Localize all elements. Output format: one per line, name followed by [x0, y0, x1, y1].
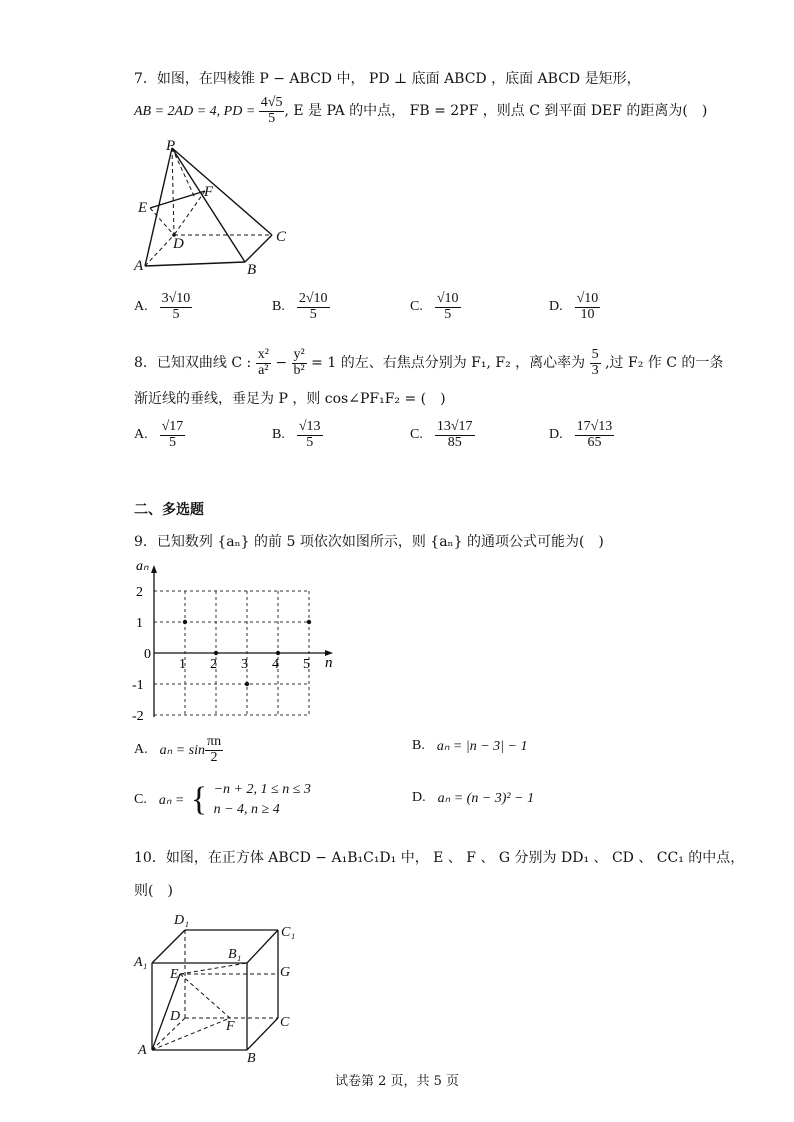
q9-option-d[interactable] — [412, 790, 534, 807]
q8-stem-mid: = 1 的左、右焦点分别为 F₁, F₂ ，离心率为 — [306, 355, 590, 372]
q9-option-c[interactable] — [134, 780, 311, 820]
q9-option-b-text: aₙ = |n − 3| − 1 — [436, 739, 528, 754]
q10-cube-figure — [130, 908, 300, 1064]
label-b: B — [247, 1051, 256, 1064]
q7-option-b-num: 2√10 — [298, 291, 328, 306]
q9-y-arrow — [151, 565, 157, 573]
q7-pd-fraction — [259, 96, 285, 126]
q8-option-c-den: 85 — [447, 434, 462, 450]
q9-point-5 — [307, 620, 311, 624]
q9-option-b-label: B. — [412, 738, 425, 753]
q7-option-b-label: B. — [272, 299, 285, 315]
q8-e-den: 3 — [591, 362, 599, 378]
q8-y-den: b² — [293, 362, 305, 378]
edge-fd — [174, 191, 205, 235]
q8-option-c-num: 13√17 — [436, 419, 473, 434]
q9-point-2 — [214, 651, 218, 655]
label-d: D — [173, 236, 184, 252]
q9-x-tick-4: 4 — [272, 657, 279, 672]
q9-y-tick-2: 2 — [136, 585, 143, 600]
q8-e-num: 5 — [591, 347, 599, 362]
q7-option-a-num: 3√10 — [161, 291, 191, 306]
q8-option-c-label: C. — [410, 427, 423, 443]
q7-stem-rest: , E 是 PA 的中点， FB = 2PF ，则点 C 到平面 DEF 的距离为( ) — [284, 103, 708, 120]
page-footer: 试卷第 2 页，共 5 页 — [334, 1074, 460, 1089]
q7-option-c[interactable] — [410, 292, 461, 322]
q9-option-d-label: D. — [412, 790, 426, 805]
q9-option-a-text: aₙ = sin — [159, 743, 205, 759]
q7-option-a[interactable] — [134, 292, 192, 322]
q9-x-tick-5: 5 — [303, 657, 310, 672]
q7-option-d[interactable] — [549, 292, 600, 322]
q9-option-c-label: C. — [134, 792, 147, 807]
label-a: A — [134, 258, 144, 274]
label-c: C — [280, 1015, 290, 1030]
q7-option-d-den: 10 — [580, 306, 595, 322]
q8-option-a-den: 5 — [168, 434, 176, 450]
q9-option-a-num: πn — [207, 734, 222, 749]
q9-y-tick-0: 0 — [144, 647, 151, 662]
q9-option-c-cases — [214, 780, 311, 820]
label-f: F — [204, 184, 214, 200]
q9-x-axis-label: n — [325, 655, 333, 671]
q9-y-tick-1: 1 — [136, 616, 143, 631]
label-d1: D₁ — [174, 913, 189, 928]
q7-option-b[interactable] — [272, 292, 330, 322]
q9-stem: 9．已知数列 {aₙ} 的前 5 项依次如图所示，则 {aₙ} 的通项公式可能为( ) — [134, 534, 604, 550]
edge-aux — [172, 148, 195, 198]
label-d: D — [170, 1009, 181, 1024]
q8-stem-end: ,过 F₂ 作 C 的一条 — [600, 355, 724, 372]
label-a: A — [138, 1043, 147, 1058]
q8-option-b-num: √13 — [298, 419, 321, 434]
q9-option-b[interactable] — [412, 738, 527, 755]
q9-axes — [151, 565, 333, 717]
q8-stem-line2: 渐近线的垂线，垂足为 P ，则 cos∠PF₁F₂ = ( ) — [134, 391, 446, 407]
q9-option-d-text: aₙ = (n − 3)² − 1 — [437, 791, 535, 806]
q9-x-tick-2: 2 — [210, 657, 217, 672]
label-a1: A₁ — [134, 955, 148, 970]
label-e: E — [170, 967, 179, 982]
q7-option-c-label: C. — [410, 299, 423, 315]
q8-option-b[interactable] — [272, 420, 323, 450]
q7-option-d-label: D. — [549, 299, 563, 315]
q10-stem-line1: 10．如图，在正方体 ABCD − A₁B₁C₁D₁ 中， E 、 F 、 G 分别为 DD₁ 、 CD 、 CC₁ 的中点， — [134, 850, 745, 866]
q9-point-3 — [245, 682, 249, 686]
edge-bc — [247, 1018, 278, 1050]
section-heading-multi-choice: 二、多选题 — [134, 502, 204, 518]
q9-point-1 — [183, 620, 187, 624]
q8-y-num: y² — [293, 347, 305, 362]
q9-option-c-text: aₙ = — [158, 793, 185, 808]
q8-x-den: a² — [258, 362, 269, 378]
edge-a1d1 — [152, 930, 185, 963]
q9-option-a-label: A. — [134, 742, 148, 758]
q9-y-tick-neg2: -2 — [132, 709, 144, 724]
q8-option-d-num: 17√13 — [576, 419, 613, 434]
label-b1: B₁ — [228, 947, 242, 962]
q8-x-num: x² — [257, 347, 269, 362]
q7-option-a-label: A. — [134, 299, 148, 315]
label-c: C — [276, 229, 287, 245]
q10-stem-line2: 则( ) — [134, 883, 173, 899]
q8-option-b-label: B. — [272, 427, 285, 443]
label-p: P — [166, 138, 176, 154]
q9-y-tick-neg1: -1 — [132, 678, 144, 693]
q8-option-d[interactable] — [549, 420, 614, 450]
edge-ef — [150, 191, 205, 208]
q7-option-d-num: √10 — [576, 291, 599, 306]
q7-option-a-den: 5 — [172, 306, 180, 322]
edge-ab — [145, 262, 245, 266]
q9-option-c-case2: n − 4, n ≥ 4 — [213, 802, 280, 817]
label-f: F — [226, 1019, 235, 1034]
q9-y-axis-label: aₙ — [136, 559, 149, 574]
q7-pd-num: 4√5 — [260, 95, 283, 110]
edge-pd — [172, 148, 174, 235]
q8-option-a-label: A. — [134, 427, 148, 443]
q7-pd-den: 5 — [268, 110, 276, 126]
edge-af — [152, 1018, 230, 1050]
q9-tick-labels — [132, 585, 310, 724]
q8-option-a-num: √17 — [161, 419, 184, 434]
q8-option-d-den: 65 — [587, 434, 602, 450]
edge-eb1 — [180, 963, 247, 974]
edge-b1c1 — [247, 930, 278, 963]
q9-option-c-case1: −n + 2, 1 ≤ n ≤ 3 — [213, 782, 311, 797]
edge-pa — [145, 148, 172, 266]
edge-bc — [245, 235, 272, 262]
q8-option-d-label: D. — [549, 427, 563, 443]
q7-stem-line1: 7．如图，在四棱锥 P − ABCD 中， PD ⊥ 底面 ABCD ，底面 ABCD 是矩形， — [134, 71, 641, 87]
label-e: E — [138, 200, 148, 216]
q9-x-tick-1: 1 — [179, 657, 186, 672]
label-g: G — [280, 965, 291, 980]
q9-point-4 — [276, 651, 280, 655]
q8-option-a[interactable] — [134, 420, 185, 450]
q7-pyramid-figure — [130, 138, 300, 278]
q7-option-c-den: 5 — [444, 306, 452, 322]
q7-given-text: AB = 2AD = 4, PD = — [134, 104, 259, 120]
edge-pc — [172, 148, 272, 235]
q7-stem-line2 — [134, 96, 707, 126]
q9-option-a-den: 2 — [210, 749, 218, 765]
q7-option-b-den: 5 — [309, 306, 317, 322]
q8-stem-line1: 8．已知双曲线 C : $\frac{\text{x²}}{\text{a²}}$ − $\frac{\text{y²}}{\text{b²}}$ = 1 的左、右焦点分别为 F₁, F₂ ，离心率为 $\frac{5}{3}$ ,过 F₂ 作 C 的一条 — [134, 347, 724, 378]
edge-ef — [180, 974, 230, 1018]
edge-ad — [145, 235, 174, 266]
q8-stem-start: 8．已知双曲线 C : — [134, 355, 256, 372]
q8-option-c[interactable] — [410, 420, 475, 450]
q8-option-b-den: 5 — [306, 434, 314, 450]
label-b: B — [247, 262, 257, 278]
q9-option-a[interactable] — [134, 735, 223, 765]
q9-x-tick-3: 3 — [241, 657, 248, 672]
label-c1: C₁ — [281, 925, 296, 940]
q7-option-c-num: √10 — [436, 291, 459, 306]
q9-sequence-chart — [128, 556, 348, 726]
q9-option-c-brace: { — [190, 781, 208, 818]
